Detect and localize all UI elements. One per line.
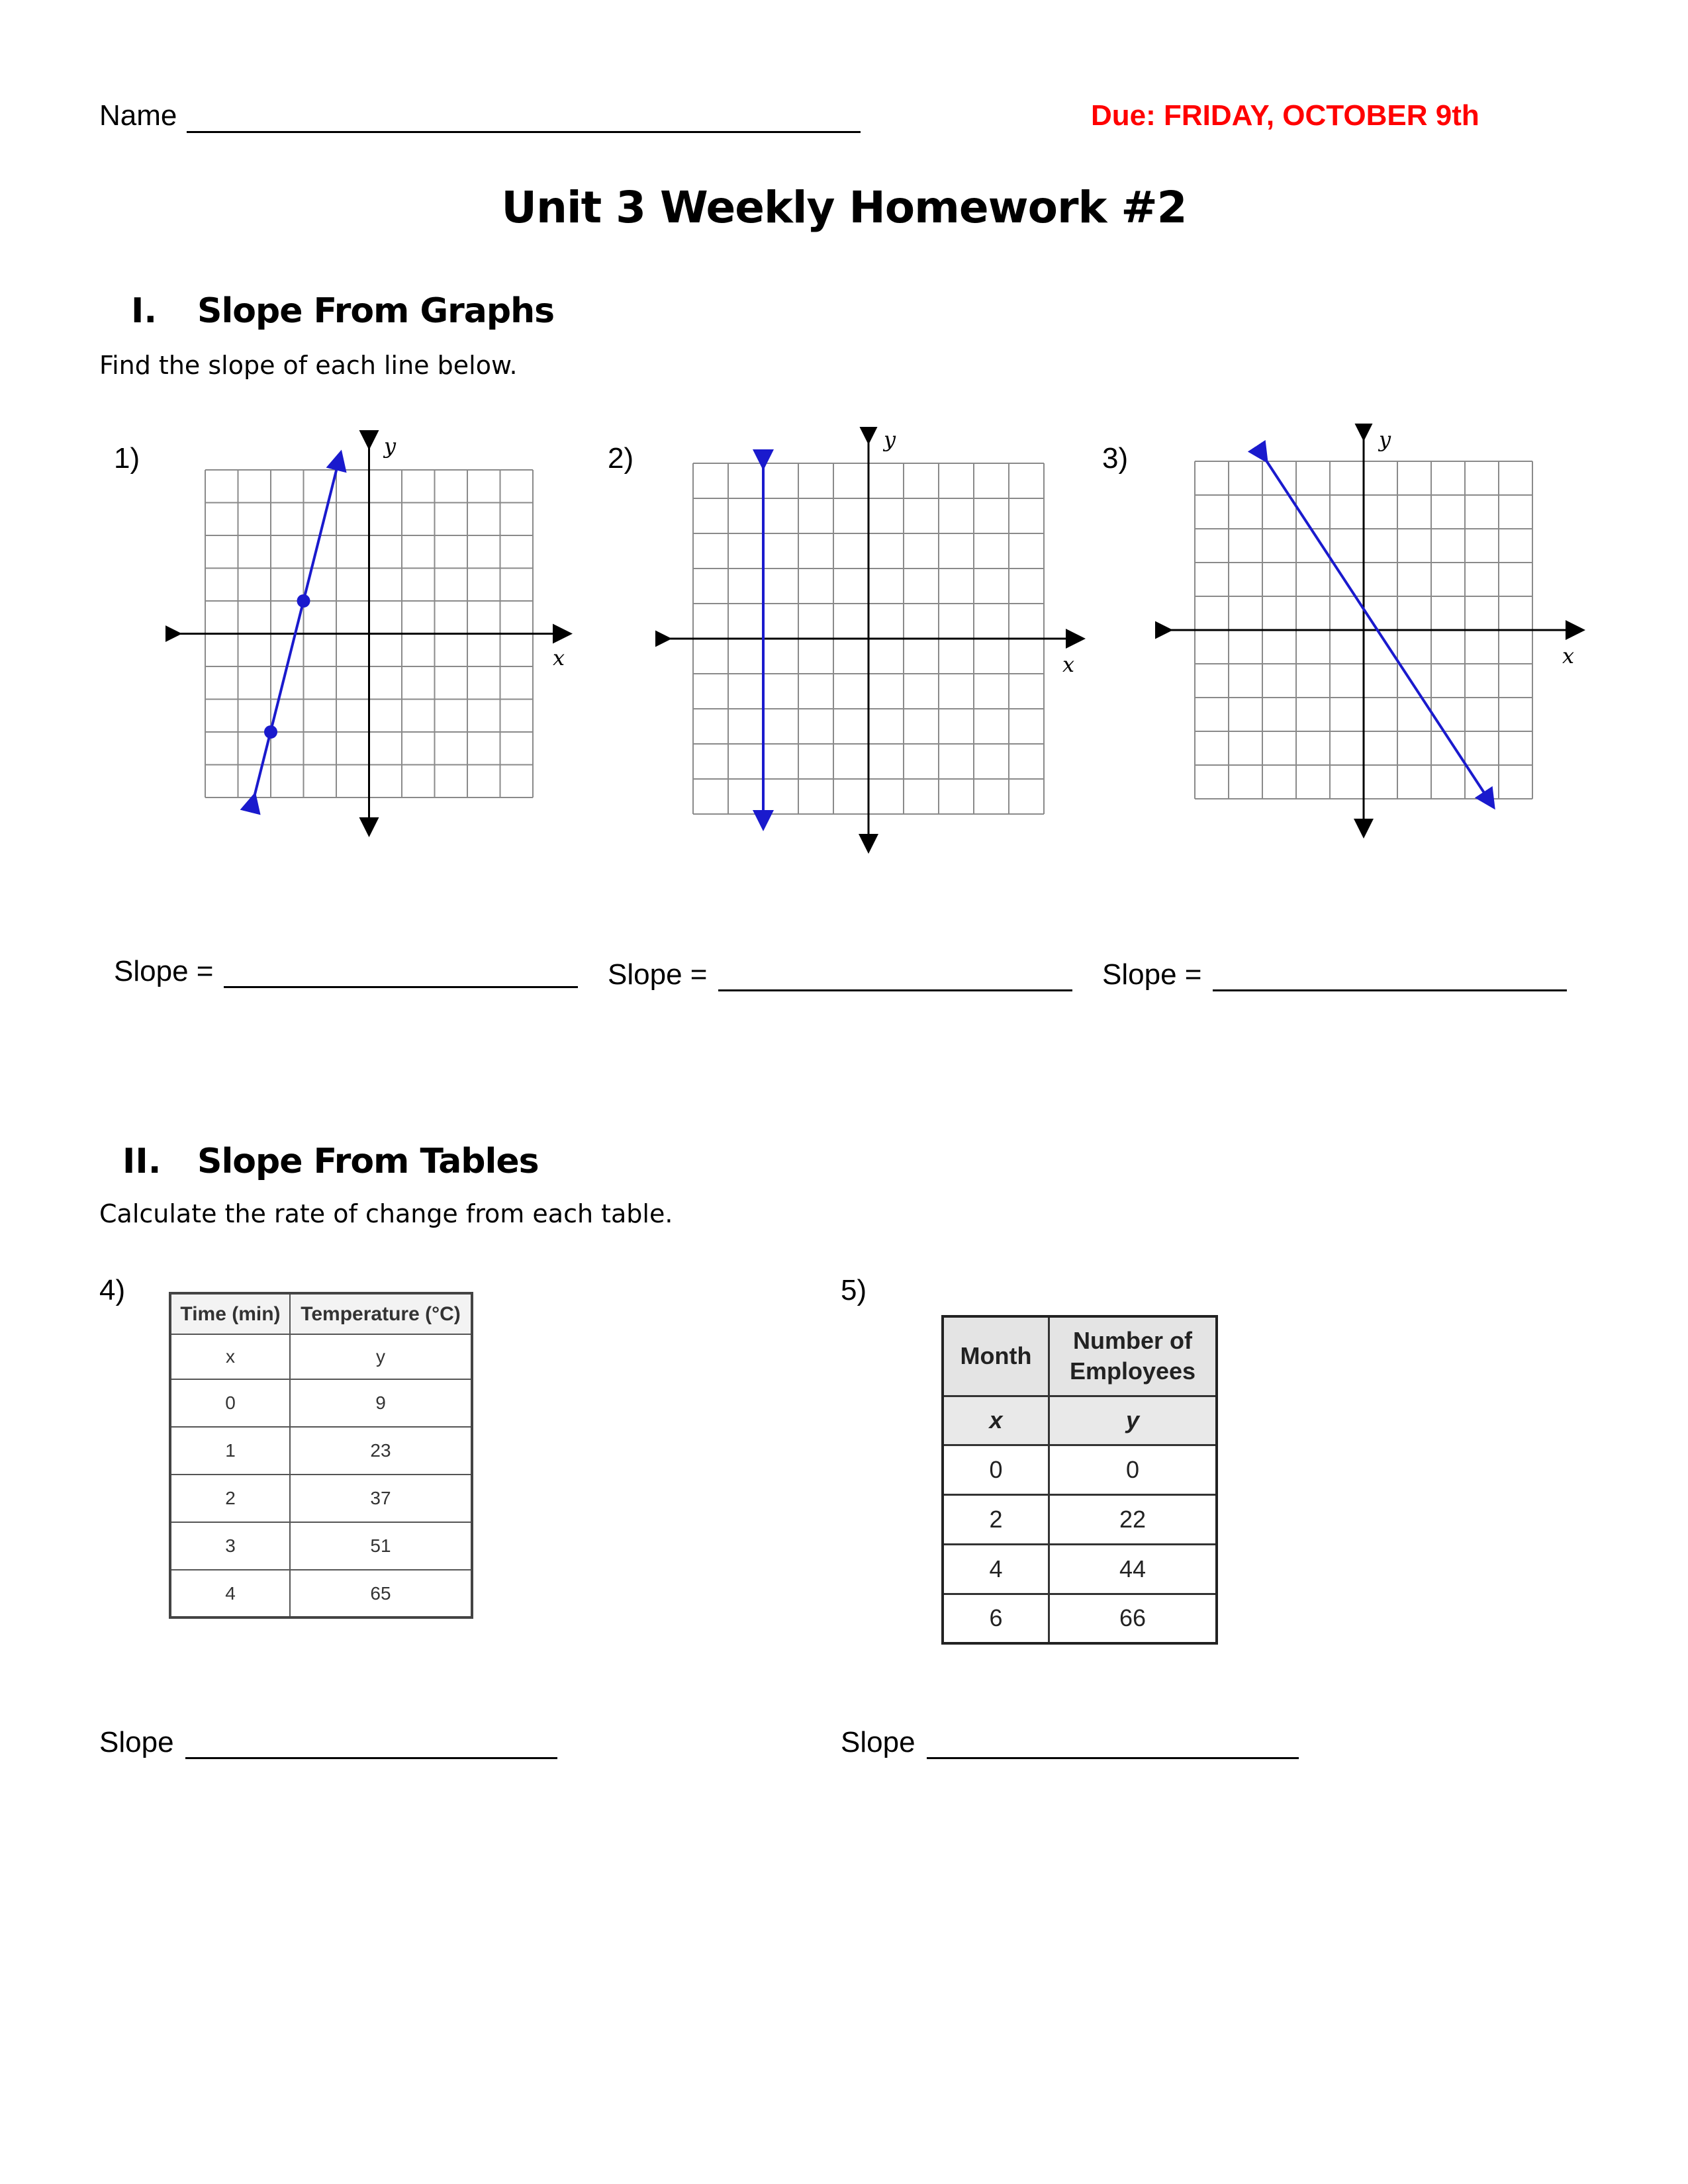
page-title: Unit 3 Weekly Homework #2	[501, 182, 1187, 233]
slope-5-blank[interactable]	[927, 1757, 1299, 1759]
table-4	[169, 1292, 473, 1619]
problem-3-number: 3)	[1102, 442, 1129, 475]
table-row-cell: 65	[290, 1570, 472, 1617]
table-row-cell: 23	[290, 1427, 472, 1475]
graph-1-point-b	[264, 725, 277, 739]
graph-1-y-label: y	[384, 433, 397, 459]
slope-4-label: Slope	[99, 1726, 174, 1758]
graph-1-x-label: x	[553, 645, 565, 670]
slope-1-blank[interactable]	[224, 986, 578, 988]
table-5-var-x: x	[943, 1396, 1049, 1445]
section-2-instruction: Calculate the rate of change from each table.	[99, 1199, 673, 1228]
section-1-instruction: Find the slope of each line below.	[99, 351, 518, 380]
table-5-header-y: Number of Employees	[1049, 1316, 1217, 1396]
table-row-cell: 37	[290, 1475, 472, 1522]
graph-1	[165, 430, 589, 841]
table-row-cell: 1	[170, 1427, 290, 1475]
name-label: Name	[99, 99, 177, 132]
slope-1-label: Slope =	[114, 955, 214, 987]
table-row-cell: 0	[1049, 1445, 1217, 1494]
table-row-cell: 3	[170, 1522, 290, 1570]
section-2-heading: Slope From Tables	[197, 1142, 539, 1181]
table-row-cell: 66	[1049, 1594, 1217, 1643]
graph-2-x-label: x	[1062, 652, 1075, 677]
table-row-cell: 51	[290, 1522, 472, 1570]
slope-4-blank[interactable]	[185, 1757, 557, 1759]
table-row-cell: 2	[943, 1494, 1049, 1544]
table-5	[941, 1315, 1218, 1645]
problem-1-number: 1)	[114, 442, 140, 475]
section-2-numeral: II.	[122, 1142, 162, 1181]
table-4-header-y: Temperature (°C)	[290, 1293, 472, 1334]
graph-2-y-label: y	[884, 427, 896, 452]
table-row-cell: 0	[943, 1445, 1049, 1494]
table-row-cell: 4	[943, 1544, 1049, 1594]
slope-3-blank[interactable]	[1213, 989, 1567, 991]
table-row-cell: 22	[1049, 1494, 1217, 1544]
problem-4-number: 4)	[99, 1274, 126, 1306]
problem-5-number: 5)	[841, 1274, 867, 1306]
section-1-heading: Slope From Graphs	[197, 291, 555, 331]
table-row-cell: 6	[943, 1594, 1049, 1643]
graph-3-x-label: x	[1562, 643, 1575, 668]
name-blank[interactable]	[187, 131, 861, 133]
graph-1-point-a	[297, 594, 310, 608]
graph-3	[1155, 424, 1592, 841]
slope-2-label: Slope =	[608, 958, 708, 991]
table-4-var-y: y	[290, 1334, 472, 1379]
table-row-cell: 44	[1049, 1544, 1217, 1594]
due-date: Due: FRIDAY, OCTOBER 9th	[1091, 99, 1479, 132]
problem-2-number: 2)	[608, 442, 634, 475]
table-row-cell: 2	[170, 1475, 290, 1522]
table-row-cell: 4	[170, 1570, 290, 1617]
table-row-cell: 9	[290, 1379, 472, 1427]
slope-2-blank[interactable]	[718, 989, 1072, 991]
slope-3-label: Slope =	[1102, 958, 1202, 991]
graph-3-y-label: y	[1379, 427, 1391, 452]
slope-5-label: Slope	[841, 1726, 915, 1758]
table-4-var-x: x	[170, 1334, 290, 1379]
graph-2	[655, 427, 1092, 857]
table-5-header-x: Month	[943, 1316, 1049, 1396]
section-1-numeral: I.	[131, 291, 158, 331]
table-row-cell: 0	[170, 1379, 290, 1427]
table-4-header-x: Time (min)	[170, 1293, 290, 1334]
table-5-var-y: y	[1049, 1396, 1217, 1445]
